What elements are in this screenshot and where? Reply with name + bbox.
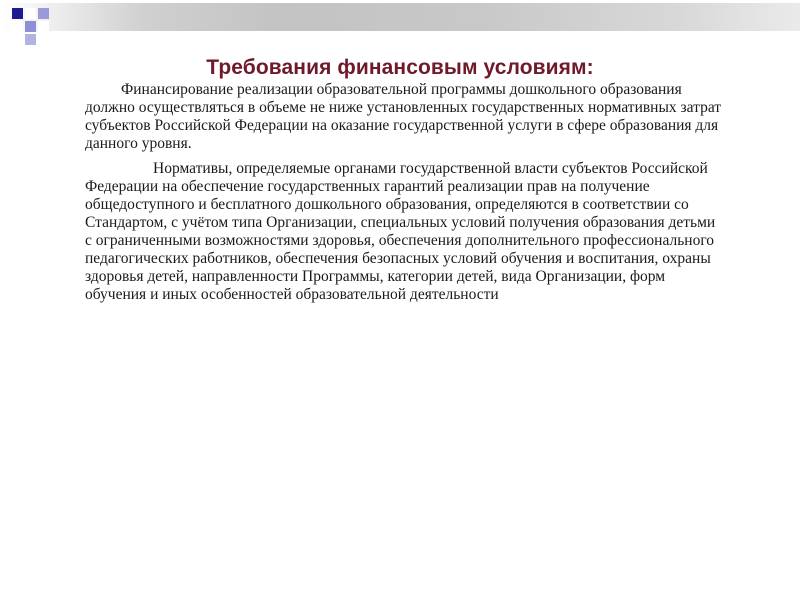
deco-square-light-4 bbox=[12, 21, 23, 32]
slide-body bbox=[85, 81, 725, 311]
deco-square-light-5 bbox=[25, 34, 36, 45]
deco-square-dark-1 bbox=[12, 8, 23, 19]
deco-square-dark-2 bbox=[38, 21, 49, 32]
deco-square-light-2 bbox=[38, 8, 49, 19]
paragraph-financing: Финансирование реализации образовательной программы дошкольного образования должно осуществляться в объеме не ниже установленных государственных нормативных затрат субъектов Российской Федерации на оказание государственной услуги в сфере образования для данного уровня. bbox=[85, 81, 722, 152]
deco-square-light-1 bbox=[25, 8, 36, 19]
paragraph-standards: Нормативы, определяемые органами государственной власти субъектов Российской Федерации на обеспечение государственных гарантий реализации прав на получение общедоступного и бесплатного дошкольного образования, определяются в соответствии со Стандартом, с учётом типа Организации, специальных условий получения образования детьми с ограниченными возможностями здоровья, обеспечения дополнительного профессионального педагогических работников, обеспечения безопасных условий обучения и воспитания, охраны здоровья детей, направленности Программы, категории детей, вида Организации, форм обучения и иных особенностей образовательной деятельности bbox=[85, 160, 716, 303]
header-gradient-band bbox=[0, 3, 800, 31]
slide-title: Требования финансовым условиям: bbox=[206, 56, 594, 79]
deco-square-light-3 bbox=[25, 21, 36, 32]
